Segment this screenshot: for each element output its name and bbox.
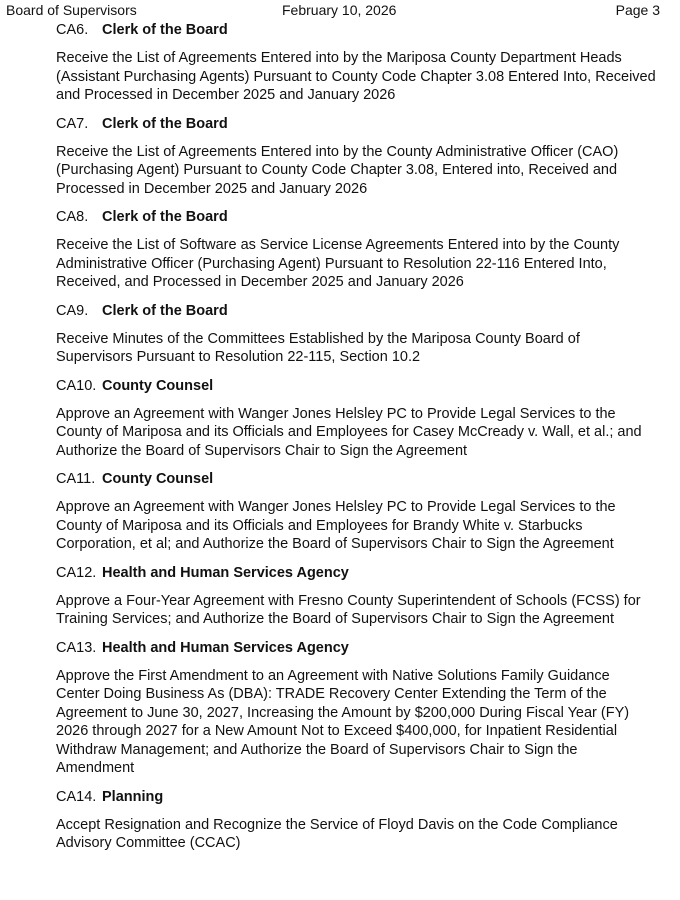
agenda-item-description: Receive Minutes of the Committees Established by the Mariposa County Board of Supervisors Pursuant to Resolution 22-115, Section 10.2 — [56, 330, 580, 365]
agenda-item-description: Approve the First Amendment to an Agreement with Native Solutions Family Guidance Center Doing Business As (DBA): TRADE Recovery Center Extending the Term of the Agreement to June 30, 2027, Increasing the Amount by $200,000 During Fiscal Year (FY) 2026 through 2027 for a New Amount Not to Exceed $400,000, for Inpatient Residential Withdraw Management; and Authorize the Board of Supervisors Chair to Sign the Amendment — [56, 667, 630, 776]
agenda-item-department: Clerk of the Board — [102, 115, 228, 132]
agenda-item-description: Receive the List of Agreements Entered into by the Mariposa County Department Heads (Assistant Purchasing Agents) Pursuant to County Code Chapter 3.08 Entered Into, Received and Processed in December 2025 and January 2026 — [56, 50, 656, 103]
page-header — [0, 0, 680, 20]
agenda-item-description: Receive the List of Software as Service License Agreements Entered into by the County Administrative Officer (Purchasing Agent) Pursuant to Resolution 22-116 Entered Into, Received, and Processed in December 2025 and January 2026 — [56, 237, 620, 290]
consent-agenda-items — [56, 20, 656, 862]
agenda-item-heading — [56, 114, 656, 134]
header-board-name: Board of Supervisors — [6, 2, 137, 18]
agenda-item — [56, 638, 656, 778]
agenda-item — [56, 20, 656, 105]
agenda-item-number: CA11. — [56, 471, 96, 487]
agenda-item — [56, 301, 656, 367]
agenda-item-department: Health and Human Services Agency — [102, 639, 349, 656]
agenda-item-number: CA9. — [56, 302, 89, 319]
agenda-item — [56, 207, 656, 292]
agenda-item — [56, 563, 656, 629]
agenda-item-description: Receive the List of Agreements Entered into by the County Administrative Officer (CAO) (Purchasing Agent) Pursuant to County Code Chapter 3.08, Entered into, Received and Processed in December 2025 and January 2026 — [56, 143, 619, 197]
agenda-item-number: CA14. — [56, 788, 97, 805]
agenda-item-description: Approve a Four-Year Agreement with Fresno County Superintendent of Schools (FCSS) for Training Services; and Authorize the Board of Supervisors Chair to Sign the Agreement — [56, 592, 641, 627]
agenda-item-number: CA7. — [56, 115, 89, 132]
agenda-item-description: Approve an Agreement with Wanger Jones Helsley PC to Provide Legal Services to the County of Mariposa and its Officials and Employees for Brandy White v. Starbucks Corporation, et al; and Authorize the Board of Supervisors Chair to Sign the Agreement — [56, 499, 616, 552]
agenda-item-heading — [56, 469, 656, 489]
agenda-item-description: Accept Resignation and Recognize the Service of Floyd Davis on the Code Compliance Advisory Committee (CCAC) — [56, 816, 618, 851]
agenda-item-number: CA12. — [56, 564, 97, 581]
agenda-item-description: Approve an Agreement with Wanger Jones Helsley PC to Provide Legal Services to the County of Mariposa and its Officials and Employees for Casey McCready v. Wall, et al.; and Authorize the Board of Supervisors Chair to Sign the Agreement — [56, 405, 642, 459]
agenda-item — [56, 787, 656, 853]
agenda-item-department: Clerk of the Board — [102, 302, 228, 319]
agenda-item — [56, 469, 656, 554]
agenda-item-heading — [56, 376, 656, 396]
agenda-item — [56, 114, 656, 199]
agenda-item-department: Health and Human Services Agency — [102, 564, 349, 581]
agenda-item-department: County Counsel — [102, 471, 214, 487]
agenda-item-department: County Counsel — [102, 377, 214, 394]
agenda-item-heading — [56, 563, 656, 583]
agenda-item-heading — [56, 638, 656, 658]
agenda-item-department: Clerk of the Board — [102, 209, 228, 225]
agenda-item-department: Clerk of the Board — [102, 22, 228, 38]
agenda-item-heading — [56, 301, 656, 321]
header-page-number: Page 3 — [615, 2, 660, 18]
agenda-item-number: CA13. — [56, 639, 97, 656]
agenda-item-number: CA6. — [56, 22, 89, 38]
agenda-item-department: Planning — [102, 788, 164, 805]
agenda-item-number: CA8. — [56, 209, 89, 225]
agenda-item-heading — [56, 787, 656, 807]
header-date: February 10, 2026 — [282, 2, 397, 18]
agenda-item-heading — [56, 207, 656, 227]
agenda-item — [56, 376, 656, 461]
agenda-item-heading — [56, 20, 656, 40]
agenda-item-number: CA10. — [56, 377, 97, 394]
